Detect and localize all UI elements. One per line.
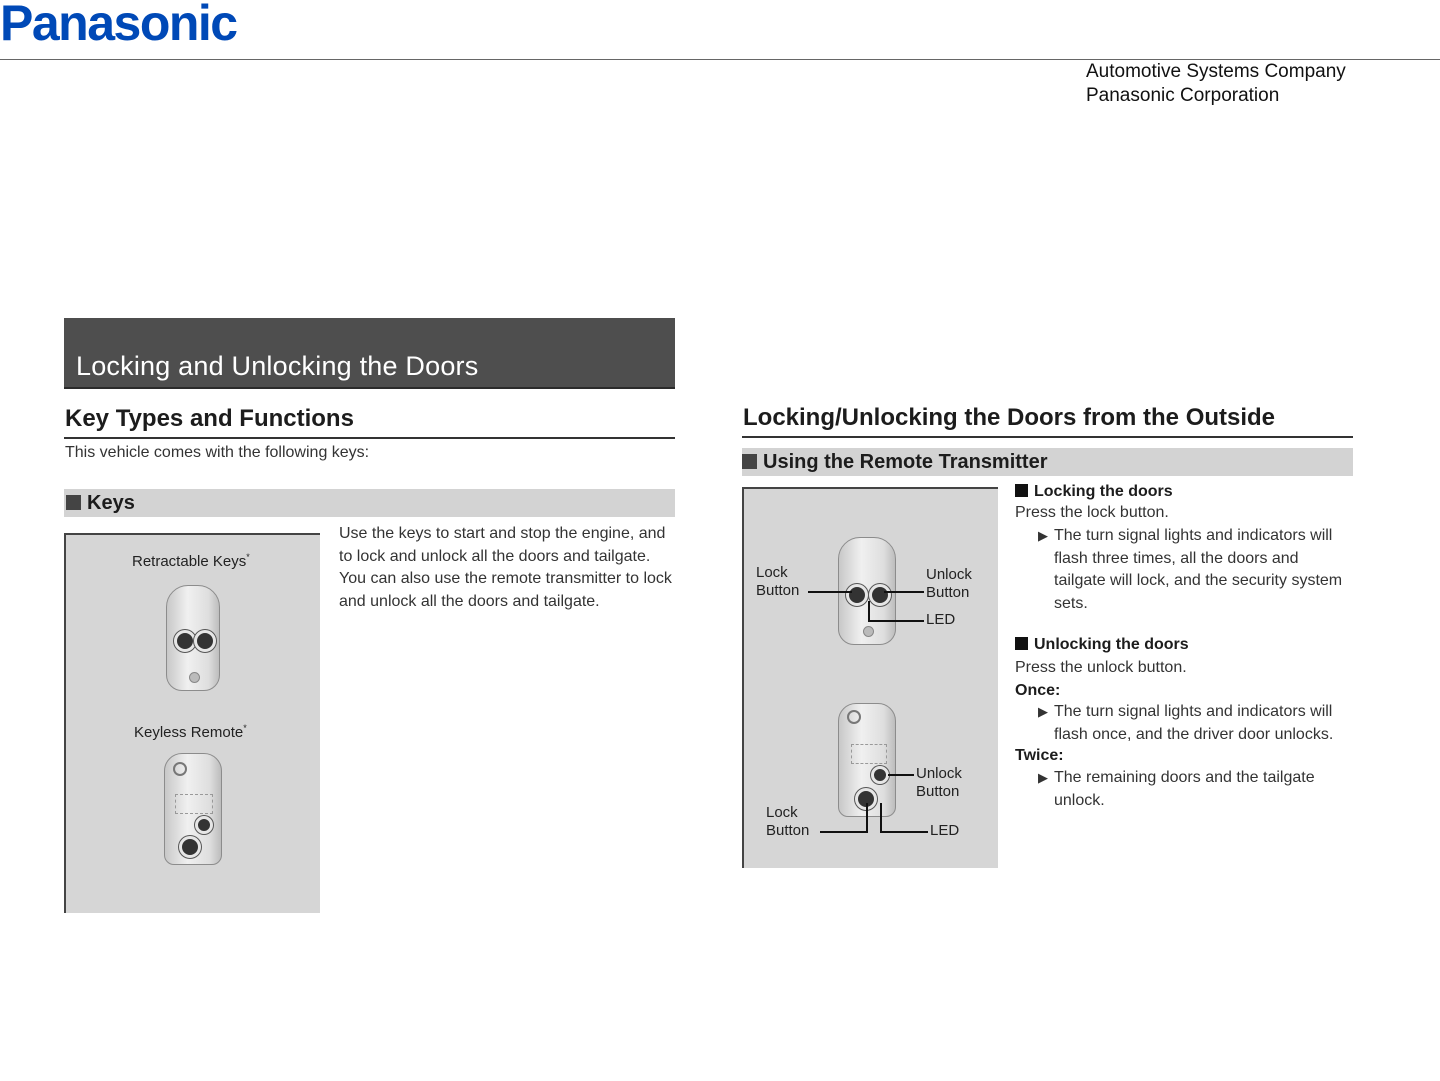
- fob-unlock-button-icon: [194, 630, 216, 652]
- locking-result: ▶ The turn signal lights and indicators will flash three times, all the doors and tailgate will lock, and the security system sets.: [1038, 527, 1343, 612]
- chapter-banner: [64, 318, 675, 389]
- leader-line: [880, 831, 928, 833]
- company-line-2: Panasonic Corporation: [1086, 85, 1280, 106]
- retractable-key-fob-icon: [166, 585, 220, 691]
- leader-line: [866, 803, 868, 833]
- label-led-1: LED: [926, 611, 956, 628]
- key-ring-hole-icon: [173, 762, 187, 776]
- keys-figure: [64, 533, 320, 913]
- keyless-remote-caption: Keyless Remote*: [134, 723, 247, 741]
- twice-label: Twice:: [1015, 747, 1064, 764]
- cropped-text-fragment: [305, 306, 585, 312]
- intro-text: This vehicle comes with the following keys:: [65, 444, 370, 461]
- subsection-remote-transmitter: [742, 448, 1353, 476]
- once-label: Once:: [1015, 682, 1061, 699]
- keypad-panel-icon: [851, 744, 887, 764]
- brand-logo: Panasonic: [0, 0, 237, 51]
- square-bullet-icon: [66, 495, 81, 510]
- keyless-remote-fob-icon: [164, 753, 222, 865]
- subsection-keys-label: Keys: [87, 492, 135, 514]
- diagram-led-icon: [863, 626, 874, 637]
- company-block: [1086, 60, 1346, 108]
- keys-description: Use the keys to start and stop the engine, and to lock and unlock all the doors and tailgate. You can also use the remote transmitter to lock and unlock all the doors and tailgate.: [339, 525, 672, 610]
- remote-figure: [742, 487, 998, 868]
- unlocking-heading: Unlocking the doors: [1015, 636, 1189, 654]
- subsection-keys: [64, 489, 675, 517]
- retractable-keys-caption: Retractable Keys*: [132, 552, 250, 570]
- remote-unlock-button-icon: [195, 816, 213, 834]
- leader-line: [880, 803, 882, 833]
- section-title-key-types: Key Types and Functions: [64, 405, 675, 439]
- label-led-2: LED: [930, 822, 960, 839]
- label-lock-button-1: Lock Button: [756, 564, 800, 599]
- triangle-arrow-icon: ▶: [1038, 528, 1048, 543]
- subsection-remote-label: Using the Remote Transmitter: [763, 451, 1048, 473]
- triangle-arrow-icon: ▶: [1038, 770, 1048, 785]
- unlocking-instruction: Press the unlock button.: [1015, 659, 1187, 676]
- leader-line: [884, 591, 924, 593]
- twice-result: ▶ The remaining doors and the tailgate unlock.: [1038, 769, 1315, 809]
- chapter-title: Locking and Unlocking the Doors: [76, 351, 479, 381]
- leader-line: [888, 774, 914, 776]
- square-bullet-icon: [1015, 484, 1028, 497]
- keypad-panel-icon: [175, 794, 213, 814]
- remote-lock-button-icon: [179, 836, 201, 858]
- diagram-unlock-button-icon: [869, 584, 891, 606]
- once-result: ▶ The turn signal lights and indicators will flash once, and the driver door unlocks.: [1038, 703, 1334, 743]
- key-ring-hole-icon: [847, 710, 861, 724]
- square-bullet-icon: [1015, 637, 1028, 650]
- locking-heading: Locking the doors: [1015, 483, 1173, 501]
- label-lock-button-2: Lock Button: [766, 804, 810, 839]
- label-unlock-button-2: Unlock Button: [916, 765, 962, 800]
- diagram-lock-button-icon: [846, 584, 868, 606]
- keyless-remote-diagram-icon: [838, 703, 896, 817]
- fob-led-icon: [189, 672, 200, 683]
- company-line-1: Automotive Systems Company: [1086, 61, 1346, 82]
- label-unlock-button-1: Unlock Button: [926, 566, 972, 601]
- locking-instruction: Press the lock button.: [1015, 504, 1169, 521]
- leader-line: [868, 620, 924, 622]
- leader-line: [868, 601, 870, 621]
- leader-line: [820, 831, 868, 833]
- leader-line: [808, 591, 852, 593]
- square-bullet-icon: [742, 454, 757, 469]
- fob-lock-button-icon: [174, 630, 196, 652]
- section-title-outside: Locking/Unlocking the Doors from the Outside: [742, 404, 1353, 438]
- diagram-remote-unlock-icon: [871, 766, 889, 784]
- triangle-arrow-icon: ▶: [1038, 704, 1048, 719]
